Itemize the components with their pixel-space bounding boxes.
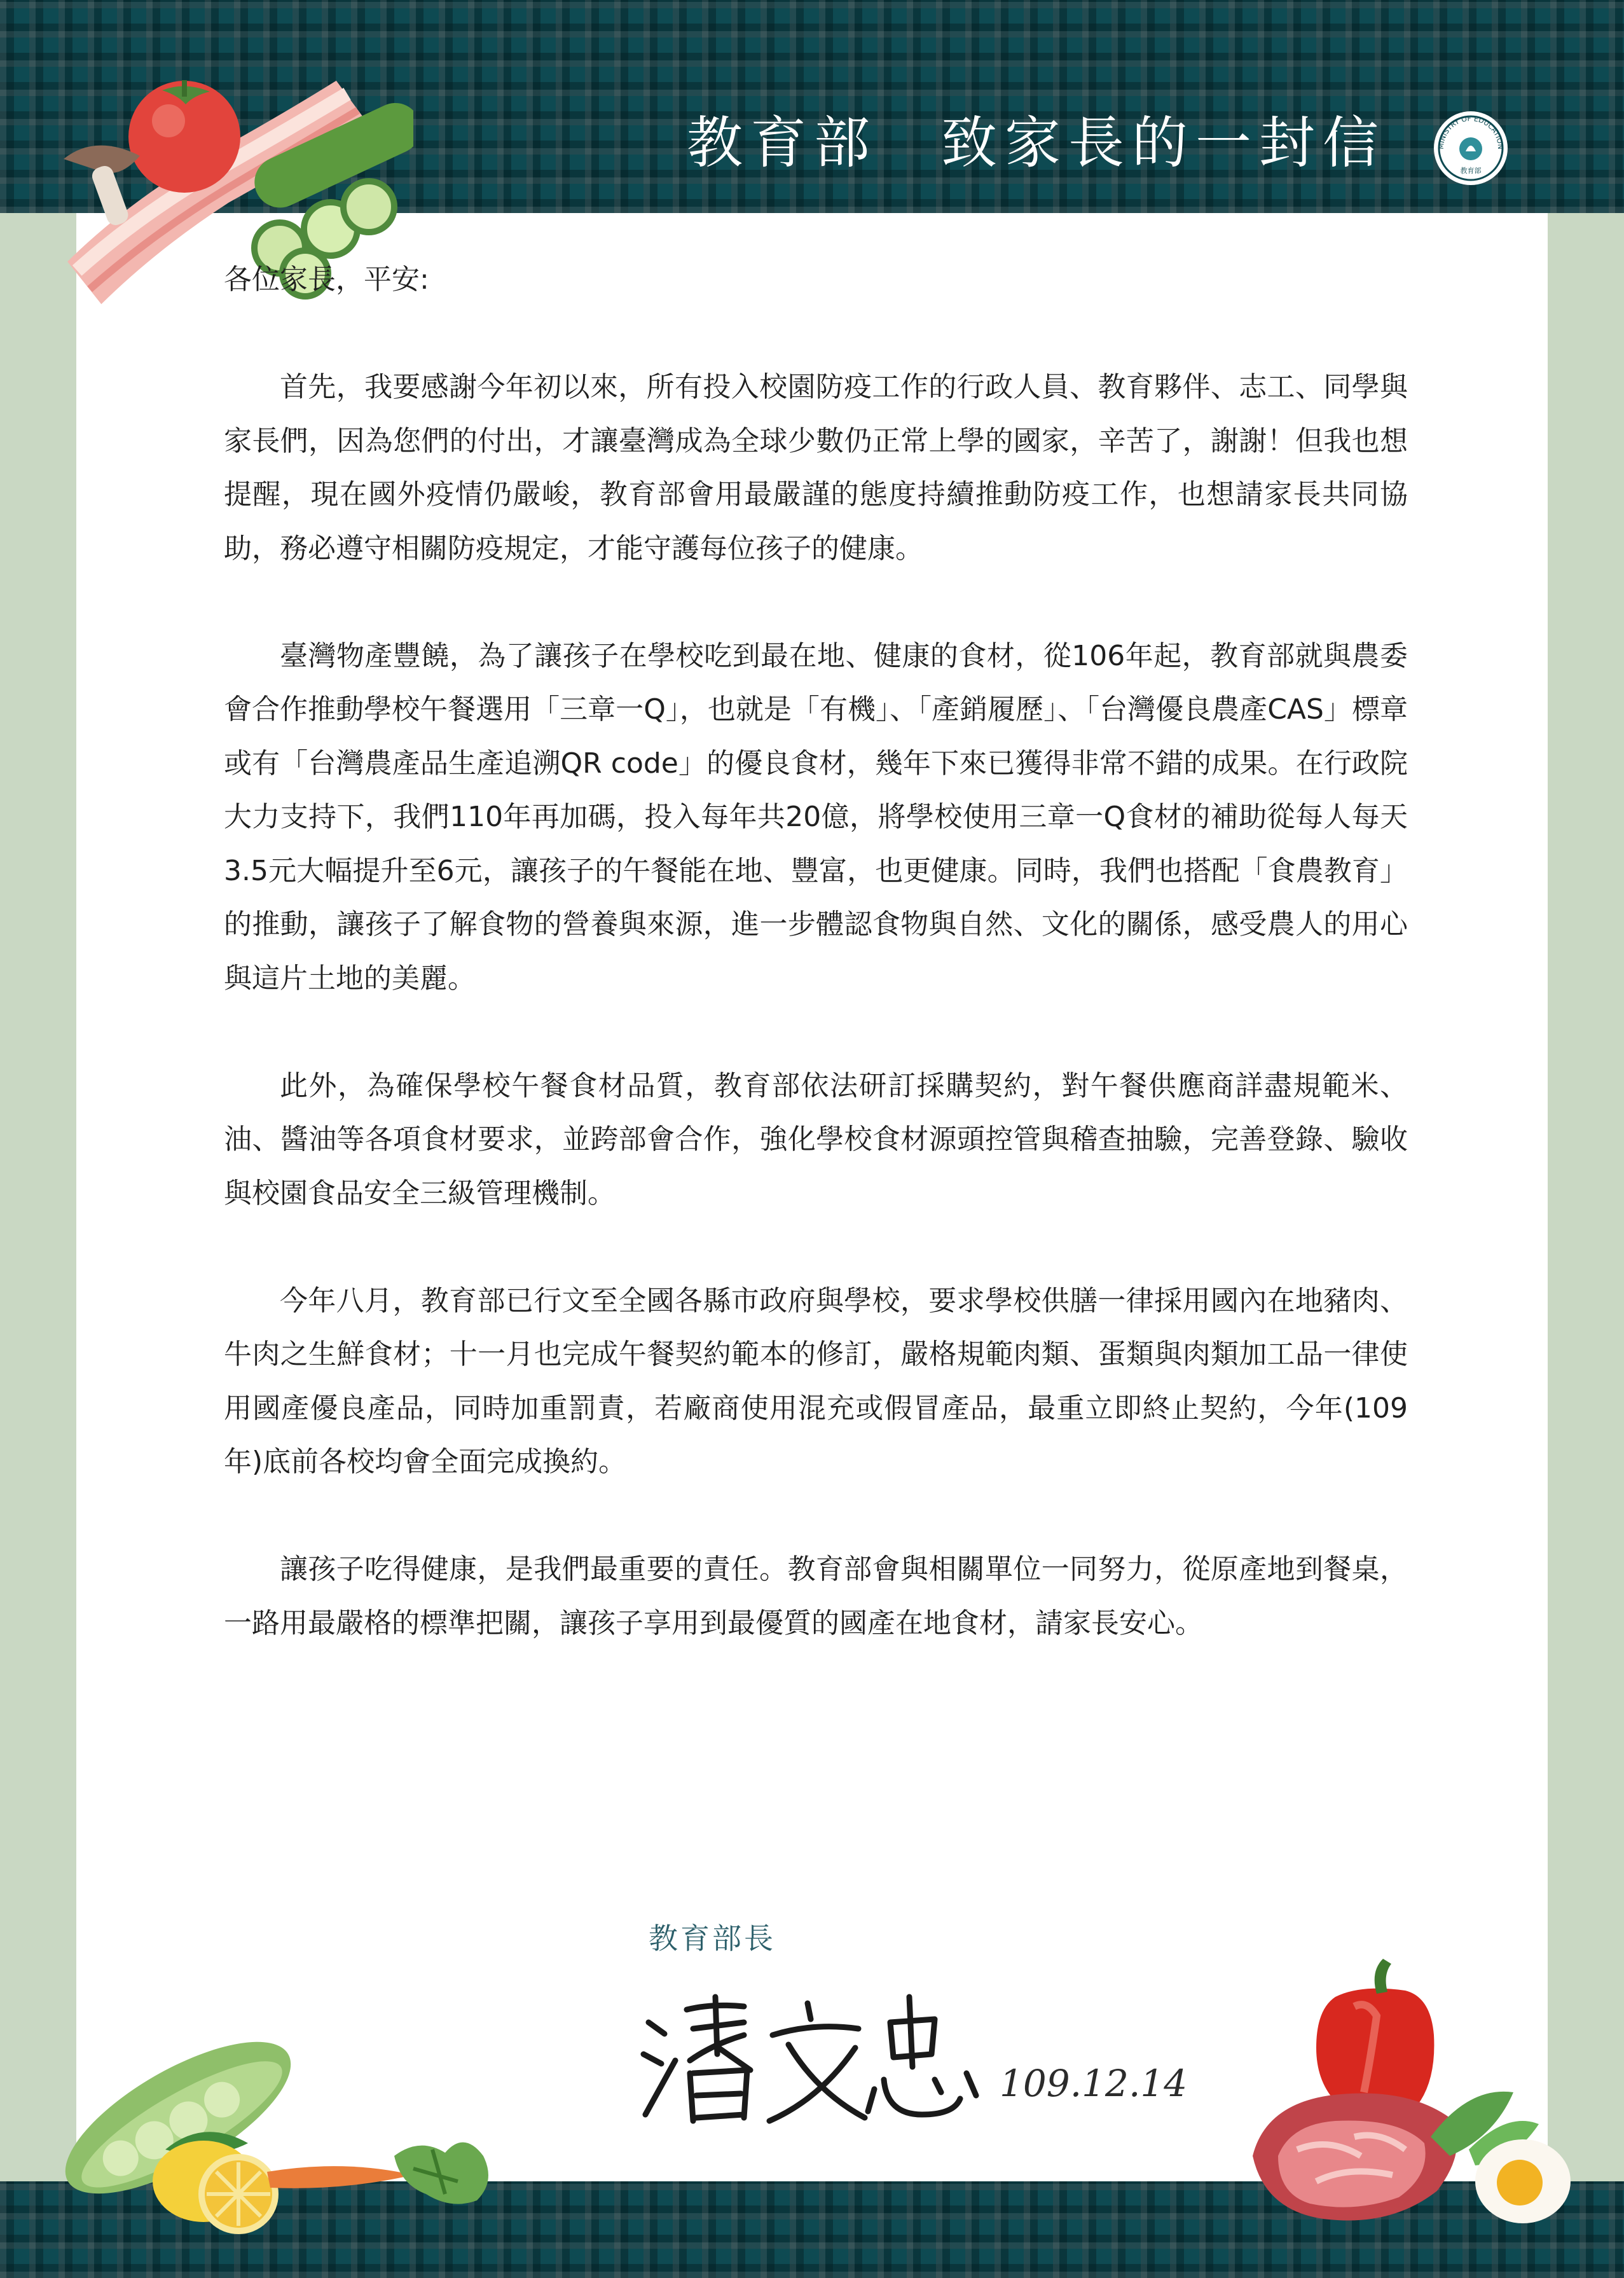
paragraph-2: 臺灣物產豐饒，為了讓孩子在學校吃到最在地、健康的食材，從106年起，教育部就與農委會合作推動學校午餐選用「三章一Q」，也就是「有機」、「產銷履歷」、「台灣優良農產CAS」標章或有「台灣農產品生產追溯QR code」的優良食材，幾年下來已獲得非常不錯的成果。在行政院大力支持下，我們110年再加碼，投入每年共20億，將學校使用三章一Q食材的補助從每人每天3.5元大幅提升至6元，讓孩子的午餐能在地、豐富，也更健康。同時，我們也搭配「食農教育」的推動，讓孩子了解食物的營養與來源，進一步體認食物與自然、文化的關係，感受農人的用心與這片土地的美麗。 (224, 639, 1408, 995)
svg-text:MINISTRY OF EDUCATION: MINISTRY OF EDUCATION (1436, 114, 1505, 150)
svg-text:教育部: 教育部 (1460, 167, 1482, 175)
signature-title: 教育部長 (649, 1921, 776, 1956)
ministry-seal-icon (1432, 109, 1510, 187)
salutation: 各位家長，平安: (224, 263, 429, 296)
signature-date: 109.12.14 (1000, 2062, 1188, 2105)
letter-body (224, 253, 1408, 1650)
paragraph-1: 首先，我要感謝今年初以來，所有投入校園防疫工作的行政人員、教育夥伴、志工、同學與家長們，因為您們的付出，才讓臺灣成為全球少數仍正常上學的國家，辛苦了，謝謝！但我也想提醒，現在國外疫情仍嚴峻，教育部會用最嚴謹的態度持續推動防疫工作，也想請家長共同協助，務必遵守相關防疫規定，才能守護每位孩子的健康。 (224, 371, 1408, 565)
paragraph-4: 今年八月，教育部已行文至全國各縣市政府與學校，要求學校供膳一律採用國內在地豬肉、牛肉之生鮮食材；十一月也完成午餐契約範本的修訂，嚴格規範肉類、蛋類與肉類加工品一律使用國產優良產品，同時加重罰責，若廠商使用混充或假冒產品，最重立即終止契約，今年(109年)底前各校均會全面完成換約。 (224, 1284, 1408, 1478)
vegetables-illustration-bottom-left (38, 1991, 521, 2245)
handwritten-signature (636, 1984, 992, 2130)
paragraph-3: 此外，為確保學校午餐食材品質，教育部依法研訂採購契約，對午餐供應商詳盡規範米、油、醬油等各項食材要求，並跨部會合作，強化學校食材源頭控管與稽查抽驗，完善登錄、驗收與校園食品安全三級管理機制。 (224, 1069, 1408, 1210)
paragraph-5: 讓孩子吃得健康，是我們最重要的責任。教育部會與相關單位一同努力，從原產地到餐桌，一路用最嚴格的標準把關，讓孩子享用到最優質的國產在地食材，請家長安心。 (224, 1553, 1408, 1639)
page-title: 教育部 致家長的一封信 (687, 110, 1387, 176)
pepper-meat-egg-illustration (1240, 1946, 1583, 2239)
